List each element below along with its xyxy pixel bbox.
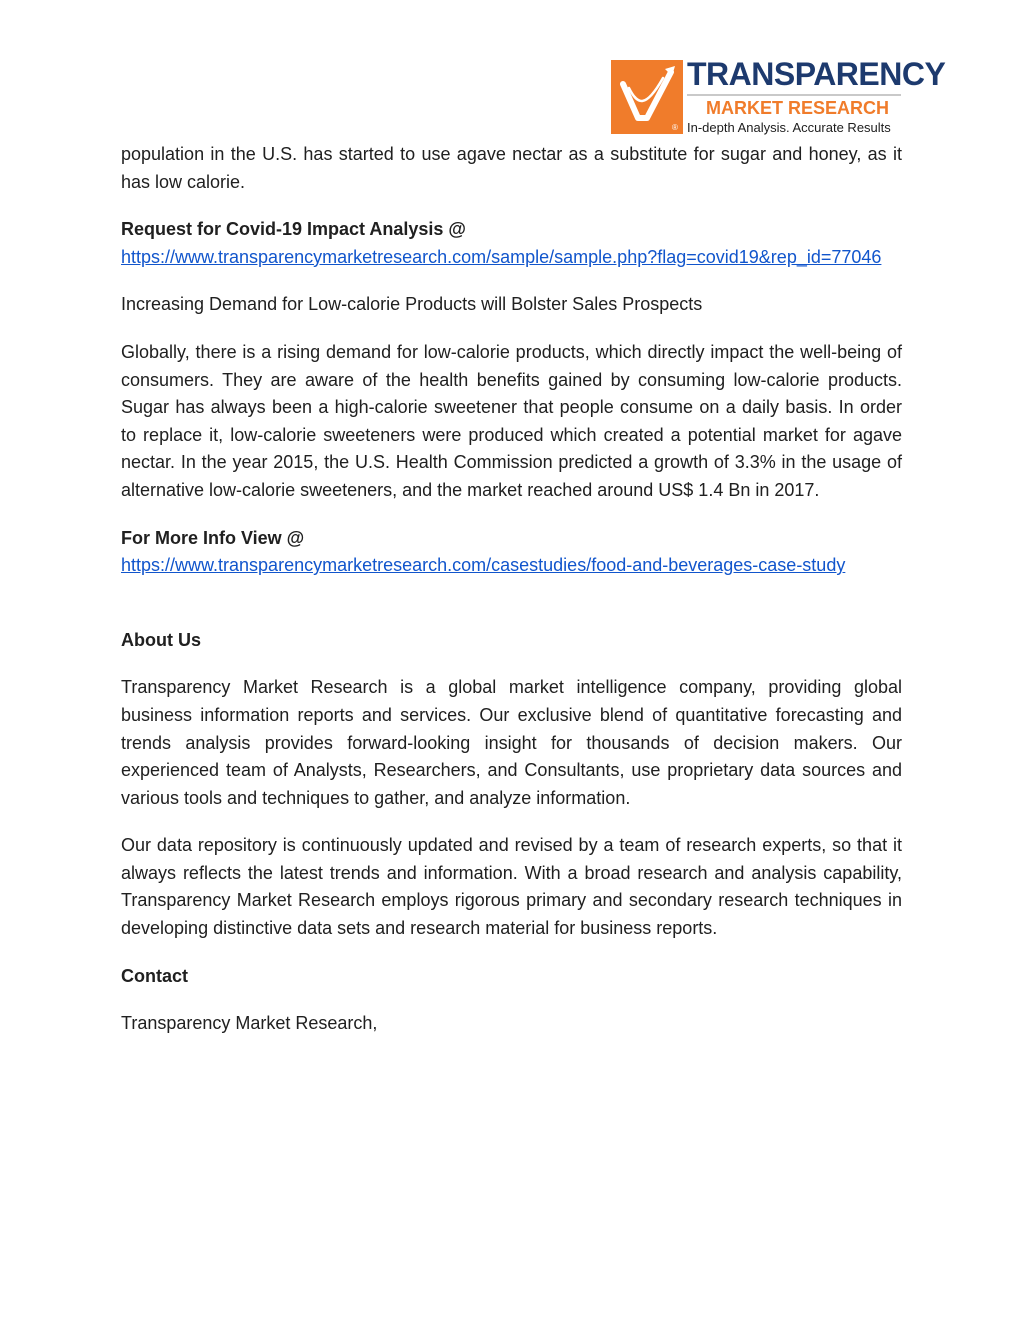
section-subheading: Increasing Demand for Low-calorie Products will Bolster Sales Prospects (121, 294, 703, 315)
contact-heading: Contact (121, 965, 188, 986)
about-heading: About Us (121, 629, 201, 650)
logo-tagline: In-depth Analysis. Accurate Results (687, 120, 891, 135)
about-paragraph-1: Transparency Market Research is a global market intelligence company, providing global business information reports and services. Our exclusive blend of quantitative forecasting and trends analysis provides forward-looking insight for thousands of decision makers. Our experienced team of Analysts, Researchers, and Consultants, use proprietary data sources and various tools and techniques to gather, and analyze information. (121, 677, 902, 808)
company-logo (611, 56, 946, 136)
more-info-block (121, 525, 902, 580)
intro-continuation: population in the U.S. has started to use agave nectar as a substitute for sugar and honey, as it has low calorie. (121, 144, 902, 192)
document-body (121, 141, 902, 1058)
about-paragraph-2: Our data repository is continuously updated and revised by a team of research experts, so that it always reflects the latest trends and information. With a broad research and analysis capability, Transparency Market Research employs rigorous primary and secondary research techniques in developing distinctive data sets and research material for business reports. (121, 835, 902, 939)
covid-request-block (121, 216, 902, 271)
logo-subtitle: MARKET RESEARCH (706, 98, 890, 118)
body-paragraph: Globally, there is a rising demand for low-calorie products, which directly impact the well-being of consumers. They are aware of the health benefits gained by consuming low-calorie products. Sugar has always been a high-calorie sweetener that people consume on a daily basis. In order to replace it, low-calorie sweeteners were produced which created a potential market for agave nectar. In the year 2015, the U.S. Health Commission predicted a growth of 3.3% in the usage of alternative low-calorie sweeteners, and the market reached around US$ 1.4 Bn in 2017. (121, 341, 902, 500)
logo-title: TRANSPARENCY (687, 56, 946, 92)
registered-mark: ® (672, 123, 678, 132)
contact-line: Transparency Market Research, (121, 1013, 378, 1034)
covid-sample-link[interactable]: https://www.transparencymarketresearch.com/sample/sample.php?flag=covid19&rep_id=77046 (121, 246, 882, 267)
logo-divider (687, 94, 901, 96)
covid-heading: Request for Covid-19 Impact Analysis @ (121, 219, 466, 240)
case-study-link[interactable]: https://www.transparencymarketresearch.com/casestudies/food-and-beverages-case-study (121, 555, 846, 576)
more-info-heading: For More Info View @ (121, 527, 305, 548)
